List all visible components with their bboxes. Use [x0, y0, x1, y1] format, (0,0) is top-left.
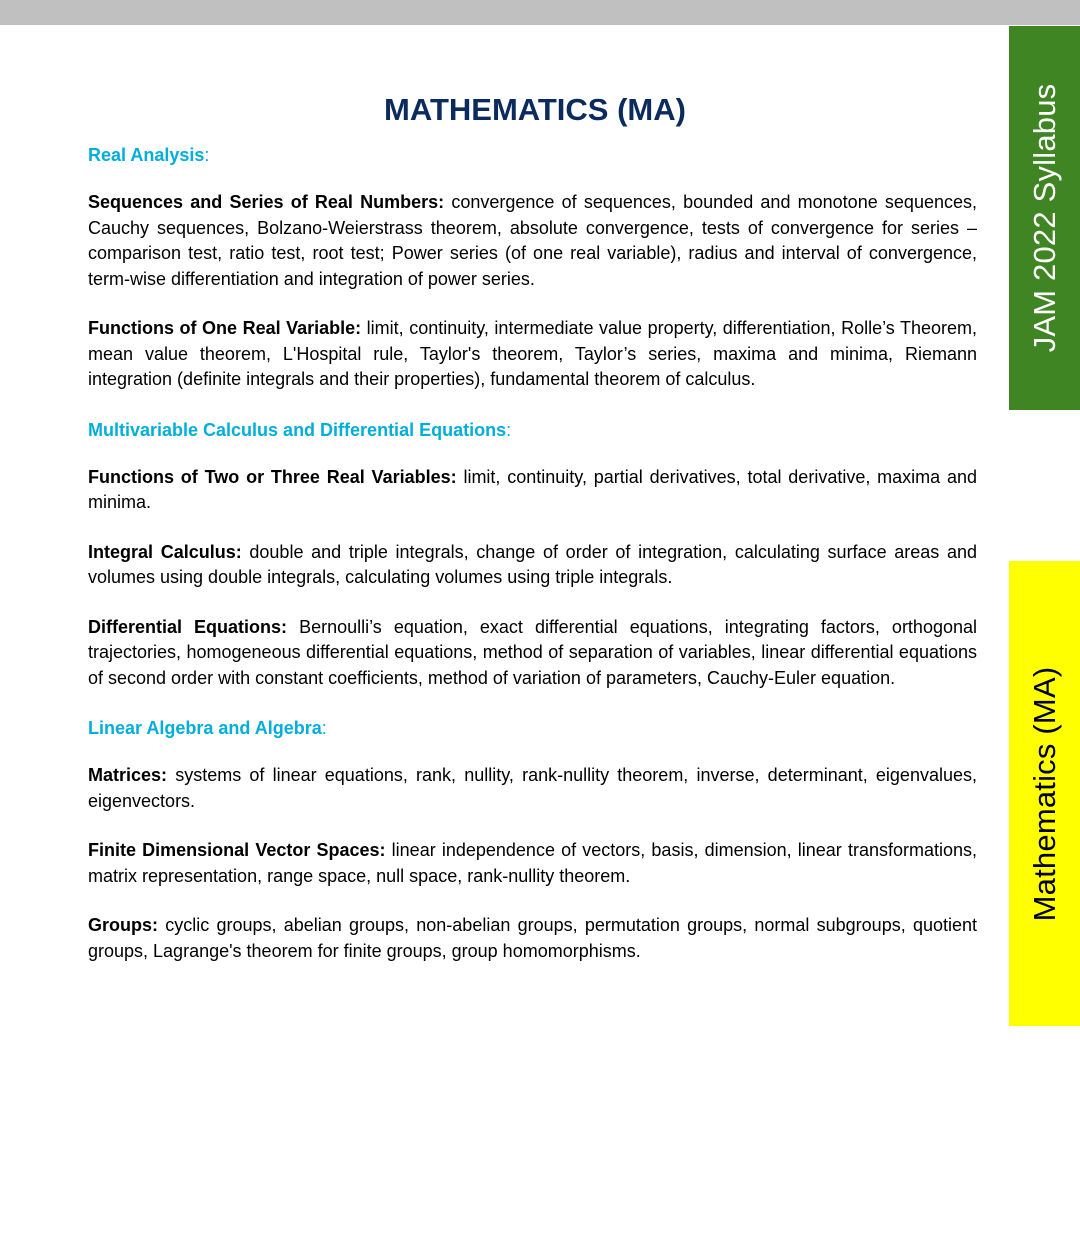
section-heading-text: Multivariable Calculus and Differential Equations: [88, 419, 507, 440]
section-heading-text: Linear Algebra and Algebra: [88, 718, 322, 738]
side-tab-subject-label: Mathematics (MA): [1026, 666, 1062, 921]
topic-term: Groups:: [88, 915, 158, 935]
topic-paragraph: [88, 465, 977, 516]
topic-term: Differential Equations:: [88, 616, 288, 637]
topic-text: convergence of sequences, bounded and monotone sequences, Cauchy sequences, Bolzano-Weierstrass theorem, absolute convergence, tests of convergence for series – comparison test, ratio test, root test; Power series (of one real variable), radius and interval of convergence, term-wise differentiation and integration of power series.: [88, 192, 977, 289]
topic-text: cyclic groups, abelian groups, non-abelian groups, permutation groups, normal subgroups, quotient groups, Lagrange's theorem for finite groups, group homomorphisms.: [88, 915, 977, 961]
section-heading-colon: :: [204, 145, 210, 165]
topic-paragraph: [88, 838, 977, 889]
syllabus-content: [88, 143, 977, 964]
topic-text: limit, continuity, partial derivatives, total derivative, maxima and minima.: [88, 466, 978, 512]
section-multivariable-calculus: [88, 418, 977, 692]
topic-term: Finite Dimensional Vector Spaces:: [88, 840, 386, 860]
topic-text: double and triple integrals, change of order of integration, calculating surface areas and volumes using double integrals, calculating volumes using triple integrals.: [88, 541, 977, 587]
topic-text: limit, continuity, intermediate value property, differentiation, Rolle’s Theorem, mean value theorem, L'Hospital rule, Taylor's theorem, Taylor’s series, maxima and minima, Riemann integration (definite integrals and their properties), fundamental theorem of calculus.: [88, 318, 977, 389]
topic-text: systems of linear equations, rank, nullity, rank-nullity theorem, inverse, determinant, eigenvalues, eigenvectors.: [88, 765, 977, 811]
topic-paragraph: [88, 540, 977, 591]
topic-term: Sequences and Series of Real Numbers:: [88, 192, 445, 212]
side-tab-syllabus-label: JAM 2022 Syllabus: [1026, 83, 1062, 353]
section-real-analysis: [88, 143, 977, 393]
top-gray-bar: [0, 0, 1080, 25]
section-heading: [88, 143, 977, 167]
topic-paragraph: [88, 763, 977, 814]
section-heading-text: Real Analysis: [88, 145, 205, 165]
topic-term: Integral Calculus:: [88, 541, 242, 562]
topic-text: linear independence of vectors, basis, dimension, linear transformations, matrix representation, range space, null space, rank-nullity theorem.: [88, 840, 978, 886]
section-heading: [88, 716, 977, 740]
topic-text: Bernoulli’s equation, exact differential equations, integrating factors, orthogonal trajectories, homogeneous differential equations, method of separation of variables, linear differential equations of second order with constant coefficients, method of variation of parameters, Cauchy-Euler equation.: [88, 616, 977, 688]
section-heading-colon: :: [506, 419, 512, 440]
topic-paragraph: [88, 316, 977, 393]
section-linear-algebra: [88, 716, 977, 964]
topic-term: Functions of Two or Three Real Variables:: [88, 466, 457, 487]
topic-term: Functions of One Real Variable:: [88, 318, 362, 338]
topic-paragraph: [88, 615, 977, 692]
page-title: MATHEMATICS (MA): [384, 92, 686, 127]
topic-term: Matrices:: [88, 765, 168, 785]
side-tab-subject: [1009, 561, 1080, 1026]
side-tab-syllabus: [1009, 26, 1080, 410]
topic-paragraph: [88, 190, 977, 292]
topic-paragraph: [88, 913, 977, 964]
section-heading: [88, 418, 977, 442]
section-heading-colon: :: [321, 718, 327, 738]
